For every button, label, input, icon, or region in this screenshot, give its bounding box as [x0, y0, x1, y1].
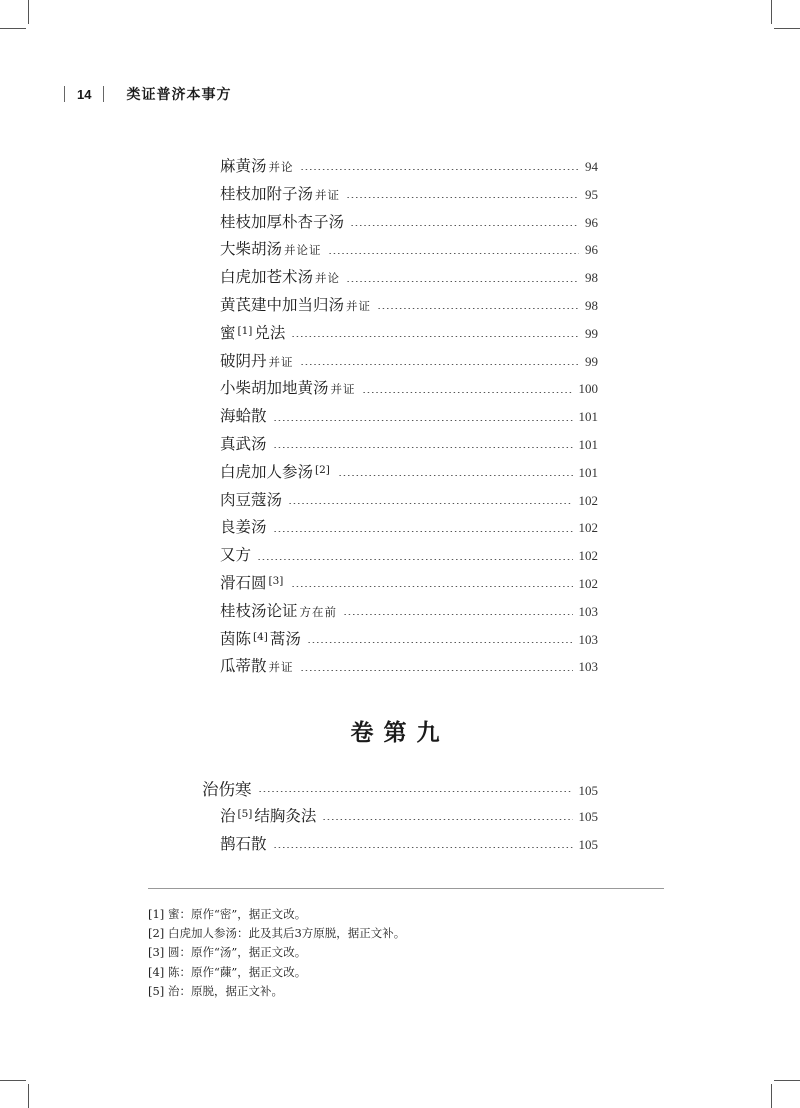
dot-leader — [346, 197, 579, 198]
footnote: [4] 陈：原作“蔯”，据正文改。 — [148, 964, 307, 979]
footnote-marker: [1] — [237, 324, 253, 337]
toc-page-number: 98 — [585, 297, 598, 313]
toc-entry-title — [220, 182, 340, 204]
toc-entry-name: 桂枝汤论证 — [220, 601, 298, 620]
toc-entry-name: 真武汤 — [220, 434, 267, 453]
toc-page-number: 94 — [585, 159, 598, 174]
dot-leader — [338, 475, 573, 476]
toc-entry-title — [220, 404, 267, 426]
toc-entry-title — [220, 627, 301, 649]
toc-entry-title — [220, 599, 337, 621]
toc-page-number: 96 — [585, 242, 598, 258]
toc-entry-name: 小柴胡加地黄汤 — [220, 379, 329, 398]
toc-entry-name-cont: 结胸灸法 — [254, 806, 317, 825]
dot-leader — [257, 559, 572, 560]
toc-entry[interactable] — [220, 210, 598, 238]
dot-leader — [346, 281, 579, 282]
toc-entry-name: 海蛤散 — [220, 407, 267, 426]
toc-entry-title — [220, 543, 251, 565]
table-of-contents-volume-9 — [202, 776, 598, 859]
crop-mark-bottom-left — [0, 1080, 26, 1081]
toc-section-title: 治伤寒 — [202, 780, 252, 799]
toc-entry[interactable] — [220, 404, 598, 432]
crop-mark-top-left — [28, 0, 29, 24]
toc-entry-annotation: 并证 — [268, 354, 294, 369]
toc-entry-title — [220, 321, 285, 343]
toc-entry-name: 肉豆蔻汤 — [220, 490, 283, 509]
toc-entry-title — [220, 210, 344, 232]
crop-mark-bottom-right — [774, 1080, 800, 1081]
toc-entry-title — [220, 154, 294, 176]
toc-entry[interactable] — [220, 460, 598, 488]
dot-leader — [300, 169, 579, 170]
toc-page-number: 103 — [578, 603, 598, 619]
toc-page-number: 102 — [578, 548, 598, 564]
crop-mark-top-left — [0, 28, 26, 29]
crop-mark-top-right — [774, 28, 800, 29]
toc-entry-annotation: 并证 — [346, 298, 372, 313]
toc-entry[interactable] — [220, 293, 598, 321]
dot-leader — [307, 642, 573, 643]
running-header — [64, 84, 231, 104]
dot-leader — [362, 392, 573, 393]
dot-leader — [291, 336, 579, 337]
toc-entry-name: 大柴胡汤 — [220, 240, 283, 259]
toc-page-number: 102 — [578, 492, 598, 508]
toc-entry[interactable] — [220, 627, 598, 655]
toc-entry-name: 鹊石散 — [220, 834, 267, 853]
toc-entry-title — [220, 571, 285, 593]
crop-mark-top-right — [771, 0, 772, 24]
toc-entry-title — [220, 293, 371, 315]
toc-entry[interactable] — [202, 804, 598, 832]
toc-page-number: 102 — [578, 520, 598, 536]
dot-leader — [328, 253, 579, 254]
toc-entry-annotation: 并证 — [315, 187, 341, 202]
toc-page-number: 103 — [578, 631, 598, 647]
toc-entry-name: 黄芪建中加当归汤 — [220, 295, 345, 314]
volume-title: 卷第九 — [350, 719, 450, 746]
toc-entry-title — [220, 460, 332, 482]
footnote-marker: [2] — [315, 463, 330, 476]
footnote: [1] 蜜：原作“密”，据正文改。 — [148, 907, 307, 921]
toc-entry-title — [220, 265, 340, 287]
table-of-contents — [220, 154, 598, 682]
toc-entry[interactable] — [220, 237, 598, 265]
toc-entry-annotation: 并证 — [330, 382, 356, 397]
toc-entry[interactable] — [220, 154, 598, 182]
footnote-marker: [4] — [253, 630, 268, 643]
toc-page-number: 101 — [578, 436, 598, 452]
toc-entry-name: 茵陈 — [220, 629, 252, 648]
toc-entry[interactable] — [220, 543, 598, 571]
toc-page-number: 103 — [578, 659, 598, 675]
toc-page-number: 100 — [578, 381, 598, 397]
toc-page-number: 101 — [578, 409, 598, 425]
toc-section-row[interactable] — [202, 776, 598, 804]
toc-page-number: 96 — [585, 214, 598, 230]
toc-entry-annotation: 方在前 — [299, 604, 338, 619]
toc-entry[interactable] — [220, 321, 598, 349]
toc-entry-title — [220, 654, 294, 676]
toc-page-number: 102 — [578, 575, 598, 591]
footnote: [3] 圆：原作“汤”，据正文改。 — [148, 945, 307, 960]
toc-page-number: 105 — [578, 836, 598, 852]
page-number: 14 — [77, 86, 92, 102]
toc-page-number: 101 — [578, 464, 598, 480]
dot-leader — [322, 819, 572, 820]
dot-leader — [273, 531, 573, 532]
footnote: [5] 治：原脱，据正文补。 — [148, 983, 283, 998]
toc-page-number: 105 — [578, 783, 598, 798]
dot-leader — [291, 586, 572, 587]
crop-mark-bottom-left — [28, 1084, 29, 1108]
toc-entry-annotation: 并论 — [315, 271, 341, 286]
toc-entry[interactable] — [202, 832, 598, 860]
toc-entry-annotation: 并论 — [268, 160, 294, 174]
toc-page-number: 99 — [585, 325, 598, 341]
dot-leader — [273, 847, 573, 848]
footnote: [2] 白虎加人参汤：此及其后3方原脱，据正文补。 — [148, 926, 406, 941]
header-divider — [103, 86, 104, 102]
toc-entry-title — [220, 237, 322, 259]
dot-leader — [343, 614, 572, 615]
toc-entry-title — [220, 376, 356, 398]
toc-entry[interactable] — [220, 182, 598, 210]
toc-entry-name: 治 — [220, 806, 236, 825]
dot-leader — [258, 791, 573, 792]
toc-entry[interactable] — [220, 349, 598, 377]
toc-entry-annotation: 并论证 — [284, 243, 322, 258]
toc-page-number: 98 — [585, 270, 598, 286]
toc-entry-name-cont: 兑法 — [254, 323, 286, 342]
footnote-divider — [148, 888, 664, 889]
toc-page-number: 95 — [585, 186, 598, 202]
dot-leader — [273, 420, 573, 421]
toc-page-number: 99 — [585, 353, 598, 369]
toc-entry[interactable] — [220, 488, 598, 516]
toc-entry[interactable] — [220, 515, 598, 543]
toc-entry-annotation: 并证 — [268, 660, 294, 675]
dot-leader — [377, 308, 579, 309]
footnote-marker: [3] — [268, 574, 284, 587]
toc-entry-title — [220, 349, 294, 371]
dot-leader — [288, 503, 572, 504]
crop-mark-bottom-right — [771, 1084, 772, 1108]
toc-entry-title — [220, 515, 267, 537]
toc-entry-name: 桂枝加厚朴杏子汤 — [220, 212, 345, 231]
toc-page-number: 105 — [578, 808, 598, 824]
toc-entry-title — [220, 832, 267, 854]
toc-entry-name-cont: 蒿汤 — [269, 629, 301, 648]
toc-entry[interactable] — [220, 432, 598, 460]
toc-entry-name: 白虎加人参汤 — [220, 462, 314, 481]
toc-entry[interactable] — [220, 265, 598, 293]
toc-entry-title — [220, 432, 267, 454]
toc-entry-name: 良姜汤 — [220, 518, 267, 537]
toc-entry[interactable] — [220, 571, 598, 599]
book-title: 类证普济本事方 — [126, 87, 232, 103]
toc-entry[interactable] — [220, 599, 598, 627]
toc-entry-name: 白虎加苍术汤 — [220, 268, 314, 287]
toc-entry-title — [220, 804, 316, 826]
dot-leader — [350, 225, 579, 226]
toc-entry[interactable] — [220, 376, 598, 404]
toc-entry-name: 瓜蒂散 — [220, 657, 267, 676]
toc-entry[interactable] — [220, 654, 598, 682]
toc-entry-name: 破阴丹 — [220, 351, 267, 370]
toc-entry-name: 滑石圆 — [220, 573, 267, 592]
footnote-marker: [5] — [237, 807, 253, 820]
toc-entry-name: 蜜 — [220, 323, 236, 342]
footnotes — [148, 906, 405, 1002]
dot-leader — [300, 364, 579, 365]
toc-entry-name: 桂枝加附子汤 — [220, 184, 314, 203]
dot-leader — [273, 447, 573, 448]
dot-leader — [300, 670, 573, 671]
toc-entry-title — [220, 488, 282, 510]
toc-entry-name: 麻黄汤 — [220, 157, 267, 175]
toc-entry-name: 又方 — [220, 546, 252, 565]
